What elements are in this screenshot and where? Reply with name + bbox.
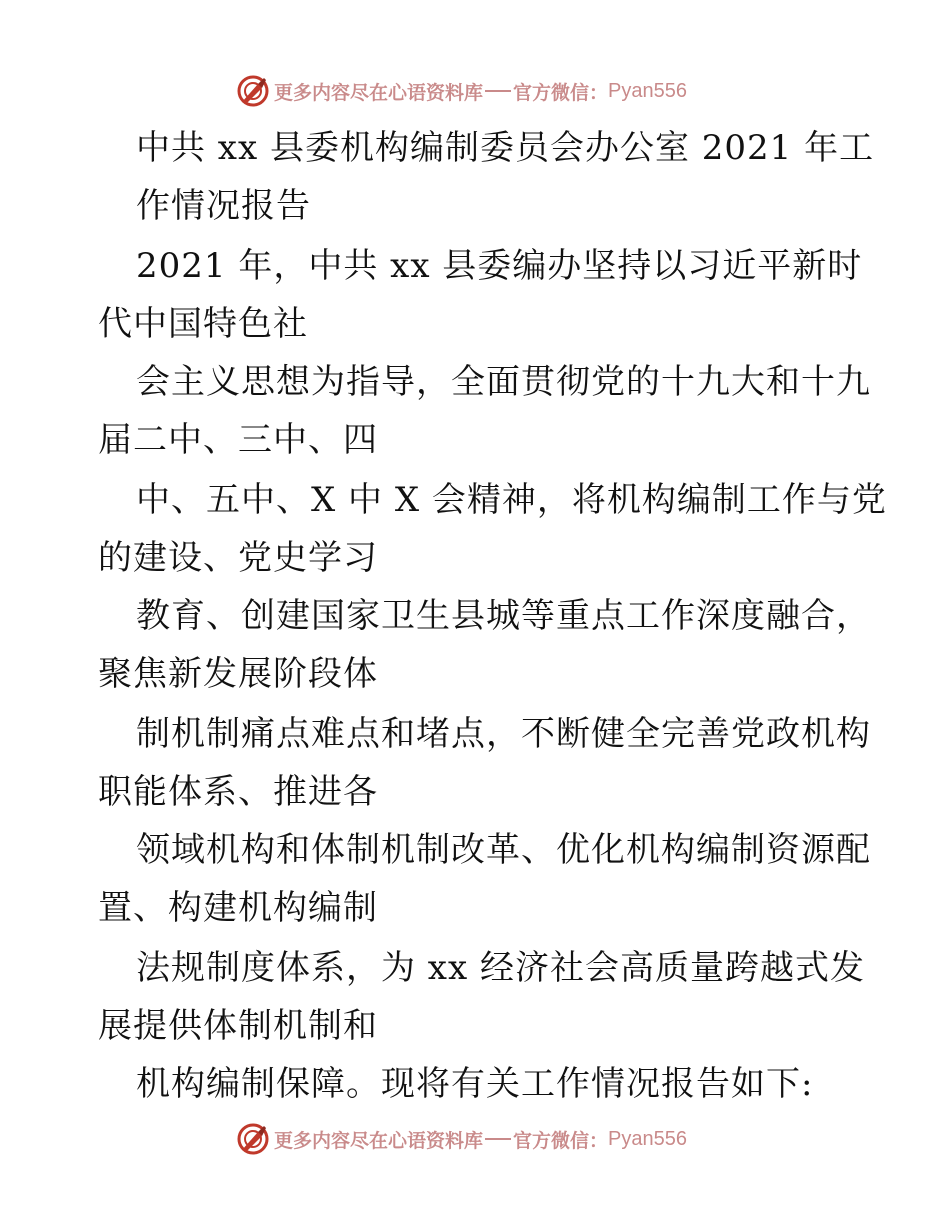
text-line: 聚焦新发展阶段体 (98, 654, 378, 694)
text-line: 届二中、三中、四 (98, 420, 378, 460)
text-line: 会主义思想为指导，全面贯彻党的十九大和十九 (136, 362, 871, 402)
text-line: 法规制度体系，为 xx 经济社会高质量跨越式发 (136, 948, 865, 988)
watermark-brand-text: 更多内容尽在心语资料库 (274, 1129, 484, 1152)
text-line: 中、五中、X 中 X 会精神，将机构编制工作与党 (136, 480, 887, 520)
watermark-footer (236, 1122, 687, 1156)
text-line: 领域机构和体制机制改革、优化机构编制资源配 (136, 830, 871, 870)
text-line: 代中国特色社 (98, 304, 308, 344)
pen-logo-icon (236, 74, 270, 108)
text-line: 置、构建机构编制 (98, 888, 378, 928)
text-line: 制机制痛点难点和堵点，不断健全完善党政机构 (136, 714, 871, 754)
watermark-contact-id: Pyan556 (608, 79, 687, 102)
text-line: 2021 年，中共 xx 县委编办坚持以习近平新时 (136, 246, 863, 286)
watermark-brand-text: 更多内容尽在心语资料库 (274, 81, 484, 104)
text-line: 的建设、党史学习 (98, 538, 378, 578)
text-line: 作情况报告 (136, 186, 311, 226)
text-line: 中共 xx 县委机构编制委员会办公室 2021 年工 (136, 128, 875, 168)
watermark-dash (485, 90, 511, 92)
watermark-contact-label: 官方微信： (513, 81, 609, 104)
pen-logo-icon (236, 1122, 270, 1156)
watermark-contact-id: Pyan556 (608, 1127, 687, 1150)
watermark-contact-label: 官方微信： (513, 1129, 609, 1152)
text-line: 机构编制保障。现将有关工作情况报告如下: (136, 1064, 814, 1104)
watermark-dash (485, 1138, 511, 1140)
text-line: 展提供体制机制和 (98, 1006, 378, 1046)
text-line: 教育、创建国家卫生县城等重点工作深度融合， (136, 596, 871, 636)
text-line: 职能体系、推进各 (98, 772, 378, 812)
watermark-header (236, 74, 687, 108)
